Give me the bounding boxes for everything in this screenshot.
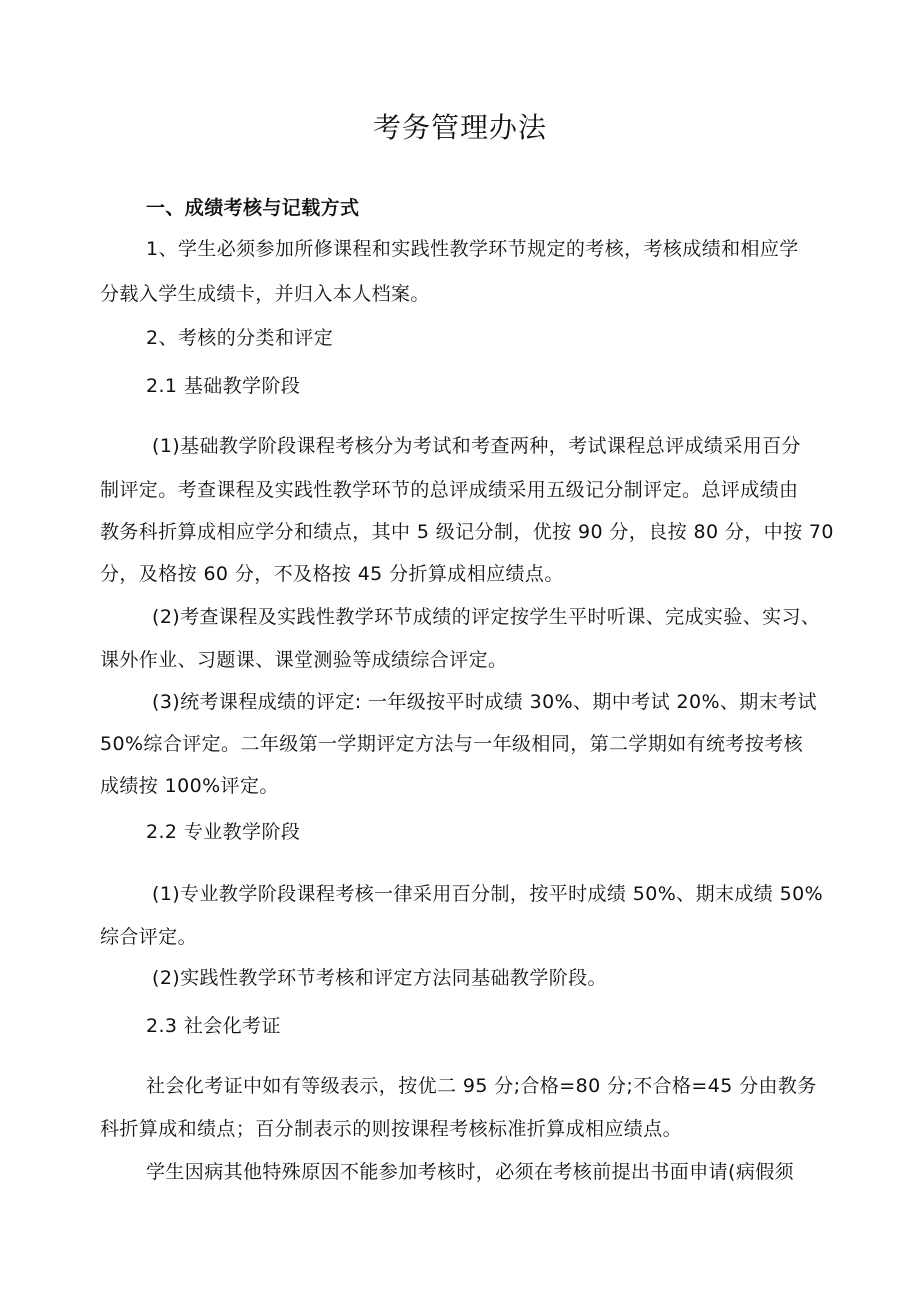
paragraph-line: (2)实践性教学环节考核和评定方法同基础教学阶段。 <box>152 967 607 989</box>
paragraph-line: 50%综合评定。二年级第一学期评定方法与一年级相同，第二学期如有统考按考核 <box>100 733 804 755</box>
paragraph-line: 综合评定。 <box>100 926 198 948</box>
paragraph-line: (1)基础教学阶段课程考核分为考试和考查两种，考试课程总评成绩采用百分 <box>152 435 801 457</box>
subsection-heading: 2.2 专业教学阶段 <box>146 821 301 843</box>
paragraph-line: 成绩按 100%评定。 <box>100 775 279 797</box>
subsection-heading: 2、考核的分类和评定 <box>146 327 334 349</box>
paragraph-line: (2)考查课程及实践性教学环节成绩的评定按学生平时听课、完成实验、实习、 <box>152 606 821 628</box>
paragraph-line: 制评定。考查课程及实践性教学环节的总评成绩采用五级记分制评定。总评成绩由 <box>100 479 799 501</box>
section-heading: 一、成绩考核与记载方式 <box>146 197 360 219</box>
paragraph-line: 学生因病其他特殊原因不能参加考核时，必须在考核前提出书面申请(病假须 <box>146 1161 795 1183</box>
paragraph-line: 分，及格按 60 分，不及格按 45 分折算成相应绩点。 <box>100 563 564 585</box>
paragraph-line: 1、学生必须参加所修课程和实践性教学环节规定的考核，考核成绩和相应学 <box>146 238 799 260</box>
page-title: 考务管理办法 <box>372 111 547 144</box>
paragraph-line: (3)统考课程成绩的评定: 一年级按平时成绩 30%、期中考试 20%、期末考试 <box>152 691 817 713</box>
paragraph-line: 分载入学生成绩卡，并归入本人档案。 <box>100 283 430 305</box>
paragraph-line: 科折算成和绩点；百分制表示的则按课程考核标准折算成相应绩点。 <box>100 1118 683 1140</box>
paragraph-line: 课外作业、习题课、课堂测验等成绩综合评定。 <box>100 649 508 671</box>
subsection-heading: 2.1 基础教学阶段 <box>146 375 301 397</box>
subsection-heading: 2.3 社会化考证 <box>146 1015 281 1037</box>
paragraph-line: 教务科折算成相应学分和绩点，其中 5 级记分制，优按 90 分，良按 80 分，中按 70 <box>100 521 834 543</box>
paragraph-line: 社会化考证中如有等级表示，按优二 95 分;合格=80 分;不合格=45 分由教务 <box>146 1075 817 1097</box>
paragraph-line: (1)专业教学阶段课程考核一律采用百分制，按平时成绩 50%、期末成绩 50% <box>152 883 824 905</box>
